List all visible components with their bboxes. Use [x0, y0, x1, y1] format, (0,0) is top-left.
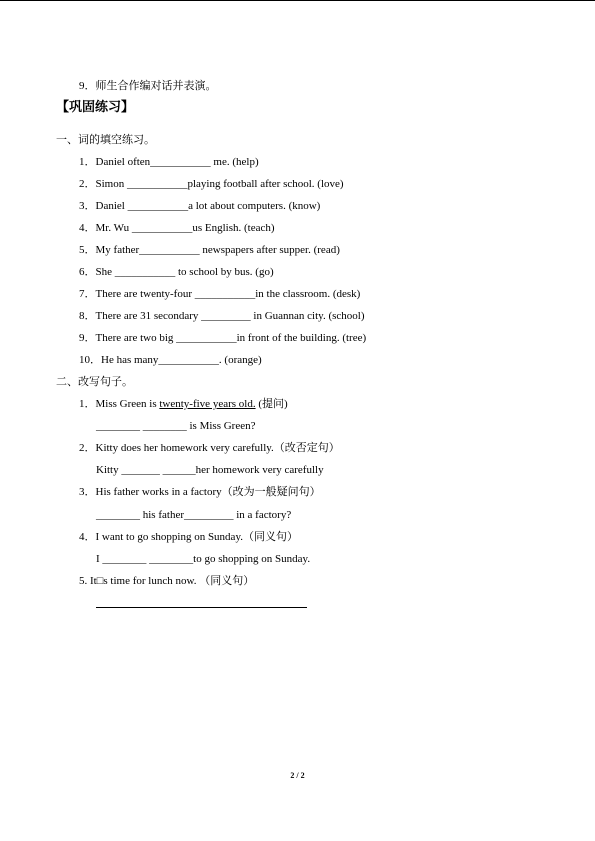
q1-prefix: 1．Miss Green is: [79, 398, 160, 410]
exercise-item: 8．There are 31 secondary _________ in Guannan city. (school): [79, 310, 365, 322]
exercise-item: 4．Mr. Wu ___________us English. (teach): [79, 222, 275, 234]
rewrite-question-1: [79, 397, 288, 411]
intro-item-9: 9．师生合作编对话并表演。: [79, 80, 217, 92]
part1-title: 一、词的填空练习。: [56, 134, 155, 146]
page-number: 2 / 2: [290, 771, 305, 780]
answer-line: [96, 607, 307, 608]
exercise-item: 5．My father___________ newspapers after supper. (read): [79, 244, 340, 256]
rewrite-question-2: 2．Kitty does her homework very carefully.（改否定句）: [79, 442, 340, 454]
rewrite-answer-4: I ________ ________to go shopping on Sunday.: [96, 553, 311, 565]
section-title: 【巩固练习】: [56, 100, 135, 115]
q1-suffix: (提问): [255, 398, 288, 410]
exercise-item: 10．He has many___________. (orange): [79, 354, 262, 366]
rewrite-answer-3: ________ his father_________ in a factory?: [96, 509, 292, 521]
part2-title: 二、改写句子。: [56, 376, 133, 388]
top-rule: [0, 0, 595, 1]
exercise-item: 9．There are two big ___________in front of the building. (tree): [79, 332, 367, 344]
exercise-item: 1．Daniel often___________ me. (help): [79, 156, 259, 168]
q1-underlined-phrase: twenty-five years old.: [159, 398, 256, 410]
rewrite-answer-2: Kitty _______ ______her homework very carefully: [96, 464, 324, 476]
exercise-item: 6．She ___________ to school by bus. (go): [79, 266, 274, 278]
exercise-item: 7．There are twenty-four ___________in the classroom. (desk): [79, 288, 361, 300]
exercise-item: 3．Daniel ___________a lot about computers. (know): [79, 200, 321, 212]
rewrite-question-4: 4．I want to go shopping on Sunday.（同义句）: [79, 531, 298, 543]
rewrite-question-5: 5. It□s time for lunch now. （同义句）: [79, 575, 255, 587]
rewrite-question-3: 3．His father works in a factory（改为一般疑问句）: [79, 486, 321, 498]
rewrite-answer-1: ________ ________ is Miss Green?: [96, 420, 256, 432]
exercise-item: 2．Simon ___________playing football after school. (love): [79, 178, 344, 190]
